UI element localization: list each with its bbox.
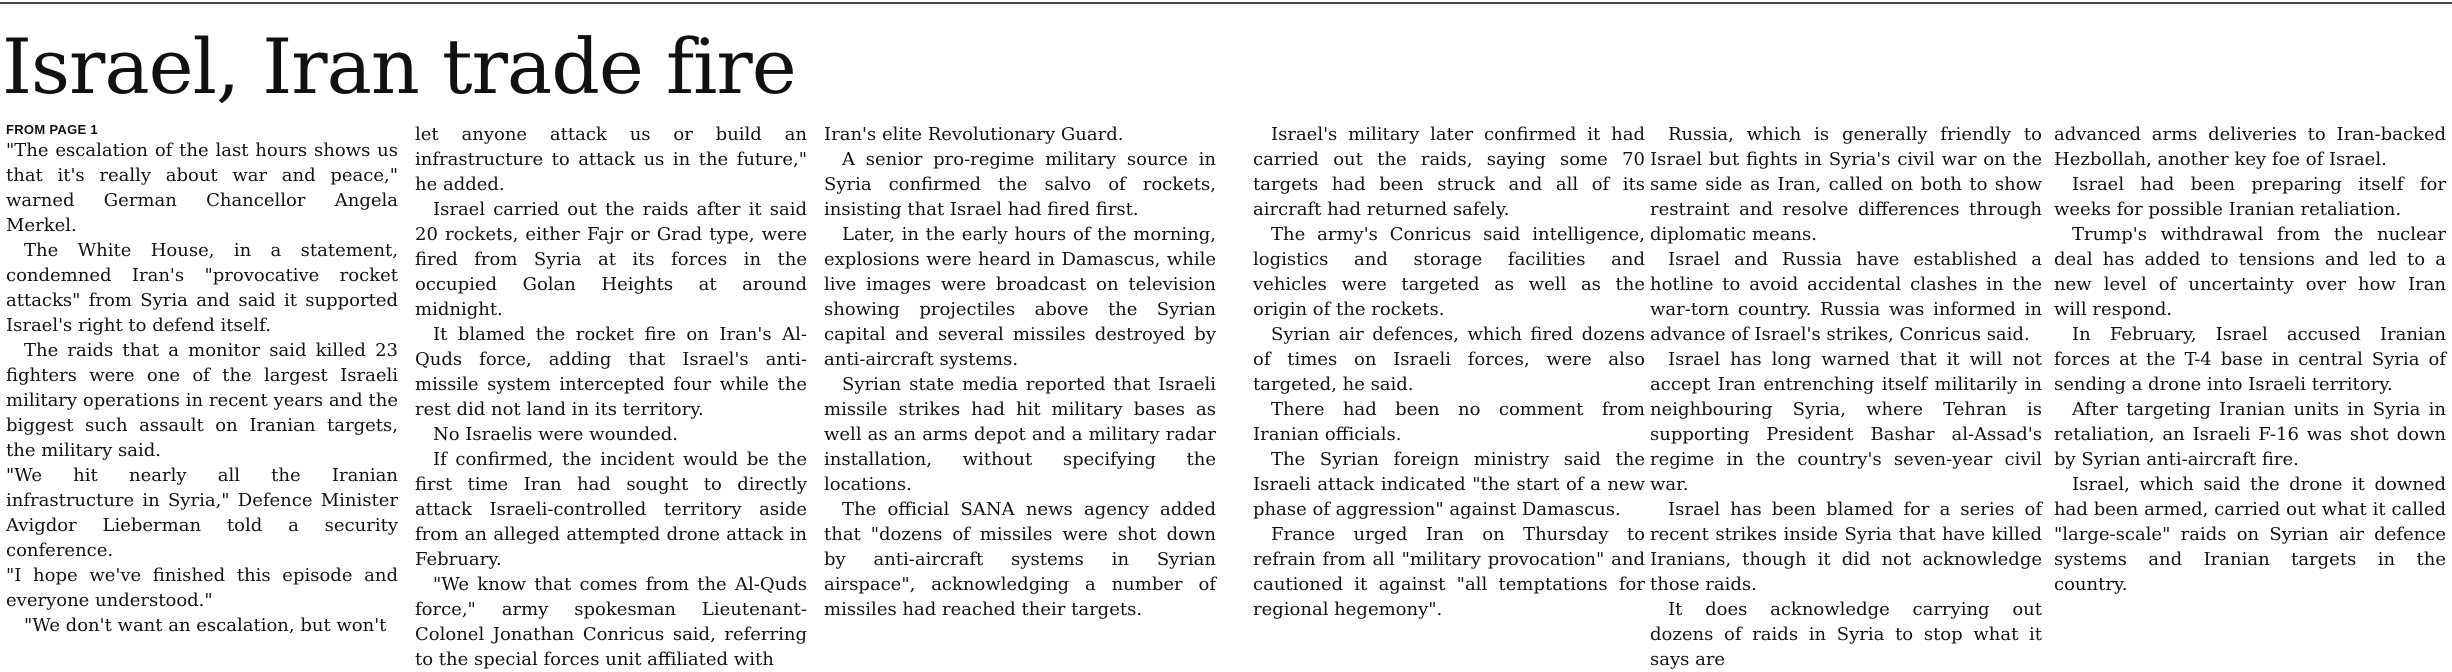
paragraph: Israel had been preparing itself for weeks for possible Iranian retaliation.	[2054, 174, 2446, 220]
headline: Israel, Iran trade fire	[2, 22, 796, 111]
column-2	[415, 122, 807, 670]
paragraph: The Syrian foreign ministry said the Israeli attack indicated "the start of a new phase of aggression" against Damascus.	[1253, 449, 1645, 520]
paragraph: Israel, which said the drone it downed had been armed, carried out what it called "large-scale" raids on Syrian air defence systems and Iranian targets in the country.	[2054, 474, 2446, 595]
column-4	[1253, 122, 1645, 630]
article-body	[6, 122, 2446, 670]
paragraph: The army's Conricus said intelligence, logistics and storage facilities and vehicles were targeted as well as the origin of the rockets.	[1253, 224, 1645, 320]
paragraph: The raids that a monitor said killed 23 fighters were one of the largest Israeli military operations in recent years and the biggest such assault on Iranian targets, the military said.	[6, 340, 398, 461]
paragraph: Later, in the early hours of the morning, explosions were heard in Damascus, while live images were broadcast on television showing projectiles above the Syrian capital and several missiles destroyed by anti-aircraft systems.	[824, 224, 1216, 370]
paragraph: Iran's elite Revolutionary Guard.	[824, 124, 1124, 145]
paragraph: A senior pro-regime military source in Syria confirmed the salvo of rockets, insisting that Israel had fired first.	[824, 149, 1216, 220]
paragraph: Israel and Russia have established a hotline to avoid accidental clashes in the war-torn country. Russia was informed in advance of Israel's strikes, Conricus said.	[1650, 249, 2042, 345]
paragraph: It does acknowledge carrying out dozens of raids in Syria to stop what it says are	[1650, 599, 2042, 670]
paragraph: advanced arms deliveries to Iran-backed Hezbollah, another key foe of Israel.	[2054, 124, 2446, 170]
paragraph: "I hope we've finished this episode and everyone understood."	[6, 565, 398, 611]
top-rule	[0, 2, 2452, 4]
paragraph: Israel carried out the raids after it said 20 rockets, either Fajr or Grad type, were fired from Syria at its forces in the occupied Golan Heights at around midnight.	[415, 199, 807, 320]
paragraph: It blamed the rocket fire on Iran's Al-Quds force, adding that Israel's anti-missile system intercepted four while the rest did not land in its territory.	[415, 324, 807, 420]
paragraph: There had been no comment from Iranian officials.	[1253, 399, 1645, 445]
paragraph: Syrian state media reported that Israeli missile strikes had hit military bases as well as an arms depot and a military radar installation, without specifying the locations.	[824, 374, 1216, 495]
paragraph: "The escalation of the last hours shows us that it's really about war and peace," warned German Chancellor Angela Merkel.	[6, 140, 398, 236]
paragraph: In February, Israel accused Iranian forces at the T-4 base in central Syria of sending a drone into Israeli territory.	[2054, 324, 2446, 395]
paragraph: The official SANA news agency added that "dozens of missiles were shot down by anti-aircraft systems in Syrian airspace", acknowledging a number of missiles had reached their targets.	[824, 499, 1216, 620]
paragraph: Russia, which is generally friendly to Israel but fights in Syria's civil war on the same side as Iran, called on both to show restraint and resolve differences through diplomatic means.	[1650, 124, 2042, 245]
paragraph: "We know that comes from the Al-Quds force," army spokesman Lieutenant-Colonel Jonathan Conricus said, referring to the special forces unit affiliated with	[415, 574, 807, 670]
paragraph: "We hit nearly all the Iranian infrastructure in Syria," Defence Minister Avigdor Lieberman told a security conference.	[6, 465, 398, 561]
jump-line: FROM PAGE 1	[6, 122, 98, 137]
paragraph: Syrian air defences, which fired dozens of times on Israeli forces, were also targeted, he said.	[1253, 324, 1645, 395]
paragraph: "We don't want an escalation, but won't	[24, 615, 387, 636]
paragraph: Israel has been blamed for a series of recent strikes inside Syria that have killed Iranians, though it did not acknowledge those raids.	[1650, 499, 2042, 595]
paragraph: The White House, in a statement, condemned Iran's "provocative rocket attacks" from Syria and said it supported Israel's right to defend itself.	[6, 240, 398, 336]
paragraph: Israel has long warned that it will not accept Iran entrenching itself militarily in neighbouring Syria, where Tehran is supporting President Bashar al-Assad's regime in the country's seven-year civil war.	[1650, 349, 2042, 495]
paragraph: let anyone attack us or build an infrastructure to attack us in the future," he added.	[415, 124, 807, 195]
paragraph: No Israelis were wounded.	[433, 424, 679, 445]
column-5	[1650, 122, 2042, 670]
column-1	[6, 122, 398, 636]
column-3	[824, 122, 1216, 630]
paragraph: After targeting Iranian units in Syria in retaliation, an Israeli F-16 was shot down by Syrian anti-aircraft fire.	[2054, 399, 2446, 470]
column-6	[2054, 122, 2446, 630]
paragraph: If confirmed, the incident would be the first time Iran had sought to directly attack Israeli-controlled territory aside from an alleged attempted drone attack in February.	[415, 449, 807, 570]
paragraph: Israel's military later confirmed it had carried out the raids, saying some 70 targets had been struck and all of its aircraft had returned safely.	[1253, 124, 1645, 220]
paragraph: Trump's withdrawal from the nuclear deal has added to tensions and led to a new level of uncertainty over how Iran will respond.	[2054, 224, 2446, 320]
paragraph: France urged Iran on Thursday to refrain from all "military provocation" and cautioned it against "all temptations for regional hegemony".	[1253, 524, 1645, 620]
